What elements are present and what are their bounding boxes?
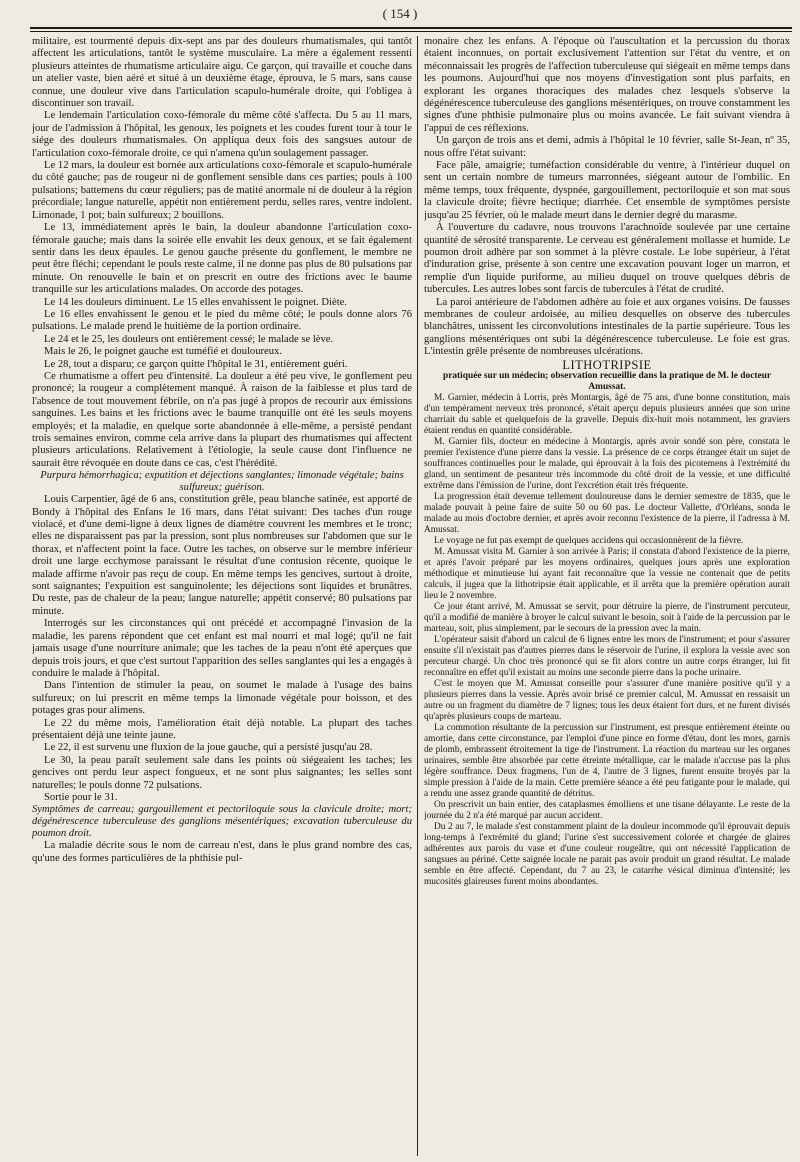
- article-subtitle: pratiquée sur un médecin; observation recueillie dans la pratique de M. le docteur Amussat.: [442, 370, 772, 392]
- header-rule-thin: [30, 31, 792, 32]
- paragraph: Le 16 elles envahissent le genou et le pied du même côté; le pouls donne alors 76 pulsations. Le malade prend le huitième de la portion ordinaire.: [32, 308, 412, 333]
- paragraph: M. Amussat visita M. Garnier à son arrivée à Paris; il constata d'abord l'existence de la pierre, et après l'avoir préparé par les moyens ordinaires, quelques jours après une exploration méthodique et minutieuse lui ayant fait reconnaître que la vessie ne contenait que de petits calculs, il jugea que la lithotripsie était applicable, et il arrêta que la première opération aurait lieu le 2 novembre.: [424, 546, 790, 601]
- paragraph: Le 24 et le 25, les douleurs ont entièrement cessé; le malade se lève.: [44, 333, 334, 345]
- paragraph: Le 28, tout a disparu; ce garçon quitte l'hôpital le 31, entièrement guéri.: [44, 358, 348, 370]
- paragraph: Un garçon de trois ans et demi, admis à l'hôpital le 10 février, salle St-Jean, nº 35, nous offre l'état suivant:: [424, 135, 790, 159]
- paragraph: Le 12 mars, la douleur est bornée aux articulations coxo-fémorale et scapulo-humérale du côté gauche; pas de rougeur ni de gonflement sensible dans ces parties; pouls à 100 pulsations; battemens du cœur réguliers; pas de matité anormale ni de douleur à la région précordiale; langue naturelle, appétit non entièrement perdu, selles rares, ventre indolent. Limonade, 1 pot; bain sulfureux; 2 bouillons.: [32, 160, 412, 221]
- paragraph: militaire, est tourmenté depuis dix-sept ans par des douleurs rhumatismales, qui tantôt affectent les articulations, tantôt le système musculaire. La mère a également ressenti plusieurs atteintes de rhumatisme articulaire aigu. Ce garçon, qui travaille et couche dans un atelier vaste, bien aéré et situé à un deuxième étage, éprouva, le 5 mars, sans cause connue, une douleur vive dans l'articulation scapulo-humérale droite, qui l'obligea à discontinuer son travail.: [32, 36, 412, 110]
- paragraph: M. Garnier fils, docteur en médecine à Montargis, après avoir sondé son père, constata le premier l'existence d'une pierre dans la vessie. La présence de ce corps étranger était un sujet de souffrances continuelles pour le malade, qui éprouvait à la fois des picotemens à l'extrémité du gland, un sentiment de pesanteur très incommode du côté droit de la vessie, et une difficulté extrême dans l'émission de l'urine, dont l'excrétion était très fréquente.: [424, 436, 790, 491]
- paragraph: Le 22, il est survenu une fluxion de la joue gauche, qui a persisté jusqu'au 28.: [44, 742, 373, 754]
- paragraph: monaire chez les enfans. À l'époque où l'auscultation et la percussion du thorax étaient inconnues, on portait exclusivement l'attention sur l'état du ventre, et on méconnaissait les progrès de l'affection tuberculeuse qui siégeait en même temps dans les poumons. Aujourd'hui que nos moyens d'investigation sont plus parfaits, en explorant les organes thoraciques des malades chez lesquels s'observe la dégénérescence tuberculeuse des ganglions mésentériques, on trouve constamment les signes d'une phthisie pulmonaire plus ou moins avancée. Le fait suivant viendra à l'appui de ces réflexions.: [424, 36, 790, 134]
- section-heading-carreau: Symptômes de carreau; gargouillement et pectoriloquie sous la clavicule droite; mort; dégénérescence tuberculeuse des ganglions mésentériques; excavation tuberculeuse du poumon droit.: [32, 804, 412, 840]
- article-title: LITHOTRIPSIE: [562, 357, 652, 372]
- paragraph: Le 14 les douleurs diminuent. Le 15 elles envahissent le poignet. Diète.: [44, 296, 348, 308]
- paragraph: Le lendemain l'articulation coxo-fémorale du même côté s'affecta. Du 5 au 11 mars, jour de l'admission à l'hôpital, les genoux, les poignets et les coudes furent tour à tour le siége des douleurs rhumatismales. On appliqua deux fois des sangsues autour de l'articulation coxo-fémorale droite, ce qui n'amena qu'un soulagement passager.: [32, 110, 412, 159]
- paragraph: Du 2 au 7, le malade s'est constamment plaint de la douleur incommode qu'il éprouvait depuis long-temps à l'extrémité du gland; l'urine s'est successivement colorée et chargée de glaires adhérentes aux parois du vase et d'une couleur rougeâtre, qui ont nécessité l'application de sangsues au périné. Cette saignée locale ne parait pas avoir produit un grand résultat. Le malade semble en être affecté. Cependant, du 7 au 23, le catarrhe vésical diminua d'intensité; les mucosités glaireuses furent moins abondantes.: [424, 821, 790, 887]
- paragraph: Mais le 26, le poignet gauche est tuméfié et douloureux.: [44, 346, 282, 358]
- paragraph: Face pâle, amaigrie; tuméfaction considérable du ventre, à l'intérieur duquel on sent un certain nombre de tumeurs marronnées, siégeant autour de l'ombilic. En même temps, toux fréquente, dyspnée, gargouillement, pectoriloquie et son mat sous la clavicule droite; fièvre hectique; diarrhée. Cet ensemble de symptômes persiste jusqu'au 25 février, où le malade meurt dans le dernier degré du marasme.: [424, 160, 790, 221]
- page-number: ( 154 ): [382, 6, 418, 21]
- section-heading-purpura: Purpura hémorrhagica; exputition et déjections sanglantes; limonade végétale; bains sulfureux; guérison.: [40, 470, 404, 494]
- header-rule-thick: [30, 27, 792, 29]
- paragraph: La commotion résultante de la percussion sur l'instrument, est presque entièrement éteinte ou amortie, dans cette circonstance, par l'emploi d'une pince en forme d'étau, dont les mors, garnis de plomb, embrassent étroitement la tige de l'instrument. La réaction du marteau sur les organes urinaires, semble être absorbée par cette étreinte métallique, car le malade n'accuse pas la plus légère souffrance. Deux fragmens, l'un de 4, l'autre de 3 lignes, furent ensuite broyés par la simple pression à l'aide de la main. Cette première séance a été peu fatigante pour le malade, qui a rendu une assez grande quantité de détritus.: [424, 722, 790, 799]
- paragraph: Sortie pour le 31.: [44, 791, 118, 803]
- paragraph: On prescrivit un bain entier, des cataplasmes émolliens et une tisane délayante. Le reste de la journée du 2 n'a été marqué par aucun accident.: [424, 799, 790, 821]
- paragraph: Le 30, la peau paraît seulement sale dans les points où siégeaient les taches; les gencives ont perdu leur aspect fongueux, et ne sont plus saignantes; les selles sont naturelles; le pouls donne 72 pulsations.: [32, 754, 412, 791]
- paragraph: Ce rhumatisme a offert peu d'intensité. La douleur a été peu vive, le gonflement peu prononcé; la rougeur a complètement manqué. À raison de la faiblesse et plus tard de l'absence de tout mouvement fébrile, on n'a pas jugé à propos de recourir aux émissions sanguines. Les bains et les frictions avec le baume tranquille ont été les seuls moyens employés; et la maladie, en quelque sorte abandonnée à elle-même, a persisté pendant trois semaines environ, comme cela arrive dans la plupart des rhumatismes qui affectent plusieurs articulations. Relativement à l'étiologie, la seule cause dont l'influence ne saurait être révoquée en doute dans ce cas, c'est l'hérédité.: [32, 370, 412, 469]
- paragraph: L'opérateur saisit d'abord un calcul de 6 lignes entre les mors de l'instrument; et pour s'assurer ensuite s'il n'existait pas d'autres pierres dans le réservoir de l'urine, il explora la vessie avec son percuteur chargé. Un choc très prononcé qui se fit alors contre un autre corps étranger, lui fit reconnaître en effet qu'il existait au moins une seconde pierre dans la poche urinaire.: [424, 634, 790, 678]
- paragraph: La maladie décrite sous le nom de carreau n'est, dans le plus grand nombre des cas, qu'une des formes particulières de la phthisie pul-: [32, 840, 412, 864]
- paragraph: La progression était devenue tellement douloureuse dans le dernier semestre de 1835, que le malade pouvait à peine faire de suite 50 ou 60 pas. Le docteur Vallette, d'Orléans, sonda le malade au mois d'octobre dernier, et après avoir reconnu l'existence de la pierre, il l'adressa à M. Amussat.: [424, 491, 790, 535]
- left-column: [32, 36, 412, 1156]
- paragraph: M. Garnier, médecin à Lorris, près Montargis, âgé de 75 ans, d'une bonne constitution, mais d'un tempérament nerveux très prononcé, s'était aperçu depuis plusieurs années que son urine charriait du sable et quelquefois de la gravelle. Depuis dix-huit mois notamment, les graviers étaient rendus en quantité considérable.: [424, 392, 790, 436]
- paragraph: C'est le moyen que M. Amussat conseille pour s'assurer d'une manière positive qu'il y a plusieurs pierres dans la vessie. Après avoir brisé ce premier calcul, M. Amussat en ressaisit un autre ou un fragment du diamètre de 7 lignes; tous les deux étaient fort durs, et ne furent divisés qu'après plusieurs coups de marteau.: [424, 678, 790, 722]
- paragraph: Louis Carpentier, âgé de 6 ans, constitution grêle, peau blanche satinée, est apporté de Bondy à l'hôpital des Enfans le 16 mars, dans l'état suivant: Des taches d'un rouge violacé, et d'une demi-ligne à deux lignes de diamètre couvrent les membres et le tronc; elles ne disparaissent pas par la pression, sont plus nombreuses sur l'abdomen que sur le thorax, et n'affectent point la face. Outre les taches, on observe sur le membre inférieur droit une large ecchymose paraissant le résultat d'une contusion récente, quoique le malade affirme n'avoir pas reçu de coup. En même temps les gencives, surtout à droite, sont saignantes; l'expuition est sanguinolente; les déjections sont liquides et brunâtres. Du reste, pas de chaleur de la peau; langue naturelle; appétit conservé; 80 pulsations par minute.: [32, 494, 412, 617]
- paragraph: Le 22 du même mois, l'amélioration était déjà notable. La plupart des taches présentaient déjà une teinte jaune.: [32, 717, 412, 741]
- paragraph: Le 13, immédiatement après le bain, la douleur abandonne l'articulation coxo-fémorale gauche; mais dans la soirée elle envahit les deux genoux, et se fait également sentir dans les deux épaules. Le genou gauche présente du gonflement, le membre ne peut être fléchi; cependant le pouls reste calme, il ne donne pas plus de 80 pulsations par minute. On renouvelle le bain et on prescrit en outre des frictions avec le baume tranquille sur les articulations malades. On accorde des potages.: [32, 222, 412, 296]
- paragraph: À l'ouverture du cadavre, nous trouvons l'arachnoïde soulevée par une certaine quantité de sérosité transparente. Le cerveau est généralement mollasse et humide. Le poumon droit adhère par son sommet à la plèvre costale. Le lobe supérieur, à l'état d'induration grise, présente à son centre une excavation pouvant loger un marron, et remplie d'un liquide puriforme, au milieu duquel on trouve quelques débris de tubercules. Les autres lobes sont farcis de tubercules à l'état de crudité.: [424, 222, 790, 296]
- article-body: [424, 393, 790, 888]
- column-divider: [417, 36, 418, 1156]
- paragraph: Interrogés sur les circonstances qui ont précédé et accompagné l'invasion de la maladie, les parens répondent que cet enfant est mal nourri et mal logé; qu'il ne fait jamais usage d'une nourriture animale; que les taches de la peau n'ont été aperçues que depuis trois jours, et que c'est surtout l'apparition des selles sanglantes qui les a engagés à conduire le malade à l'hôpital.: [32, 618, 412, 679]
- right-column: [424, 36, 790, 1156]
- paragraph: La paroi antérieure de l'abdomen adhère au foie et aux organes voisins. De fausses membranes de couleur ardoisée, au milieu desquelles on observe des tubercules blanchâtres, unissent les circonvolutions intestinales de la partie supérieure. Tous les ganglions mésentériques ont subi la dégénérescence tuberculeuse. Le foie est gras. L'intestin grêle présente de nombreuses ulcérations.: [424, 296, 790, 358]
- paragraph: Le voyage ne fut pas exempt de quelques accidens qui occasionnèrent de la fièvre.: [434, 535, 744, 546]
- paragraph: Dans l'intention de stimuler la peau, on soumet le malade à l'usage des bains sulfureux; on lui prescrit en même temps la limonade végétale pour boisson, et des potages gras pour alimens.: [32, 680, 412, 717]
- paragraph: Ce jour étant arrivé, M. Amussat se servit, pour détruire la pierre, de l'instrument percuteur, qu'il a modifié de manière à broyer le calcul suivant le besoin, soit à l'aide de la percussion par le marteau, soit, plus simplement, par le secours de la pression avec la main.: [424, 601, 790, 634]
